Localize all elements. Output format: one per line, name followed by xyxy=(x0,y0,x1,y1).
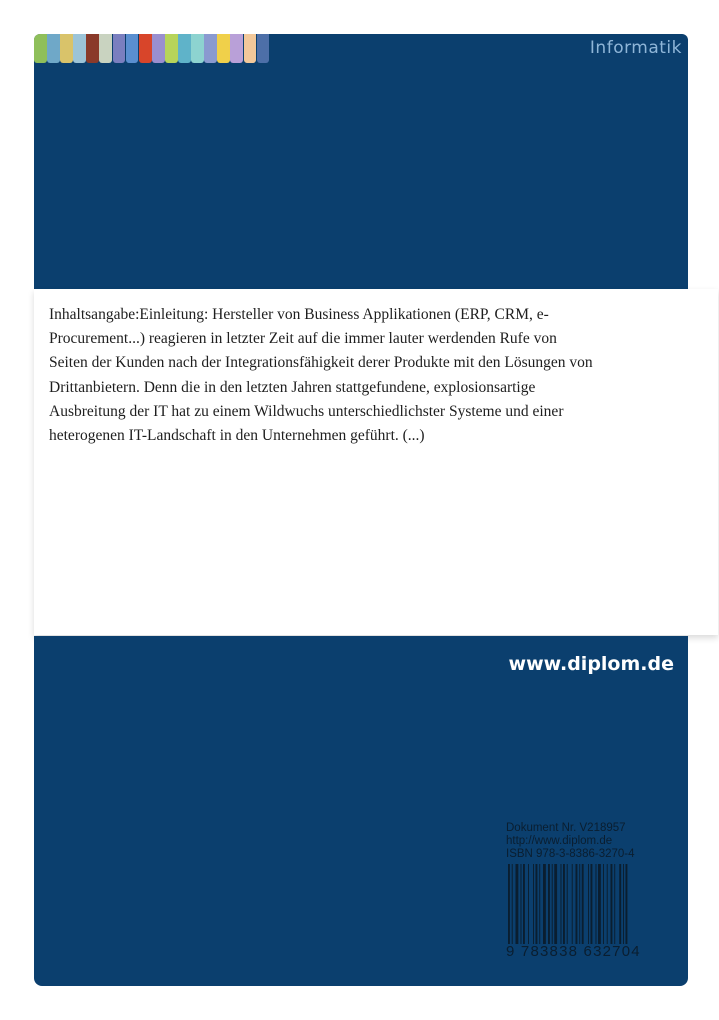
barcode-icon xyxy=(506,864,674,952)
color-stripe xyxy=(47,34,60,63)
cover-bottom-panel xyxy=(34,636,688,986)
isbn: ISBN 978-3-8386-3270-4 xyxy=(506,848,635,860)
document-number: Dokument Nr. V218957 xyxy=(506,822,626,834)
cover-top-panel xyxy=(34,34,688,289)
blurb-panel xyxy=(34,289,718,635)
color-stripe xyxy=(257,34,270,63)
color-stripe xyxy=(217,34,230,63)
website-link[interactable]: www.diplom.de xyxy=(508,653,674,675)
series-label: Informatik xyxy=(589,38,682,58)
color-stripe xyxy=(99,34,112,63)
document-url[interactable]: http://www.diplom.de xyxy=(506,835,613,847)
barcode-digits: 9 783838 632704 xyxy=(506,943,641,960)
color-stripe xyxy=(113,34,126,63)
color-stripe xyxy=(178,34,191,63)
document-info xyxy=(506,822,676,861)
color-stripe xyxy=(139,34,152,63)
color-stripe xyxy=(244,34,257,63)
color-stripe xyxy=(73,34,86,63)
color-stripe xyxy=(204,34,217,63)
color-stripe xyxy=(230,34,243,63)
color-stripe xyxy=(34,34,47,63)
color-stripe xyxy=(86,34,99,63)
color-stripe xyxy=(60,34,73,63)
color-stripe xyxy=(191,34,204,63)
color-stripe xyxy=(126,34,139,63)
color-stripe xyxy=(165,34,178,63)
blurb-text: Inhaltsangabe:Einleitung: Hersteller von Business Applikationen (ERP, CRM, e-Procurement...) reagieren in letzter Zeit auf die immer lauter werdenden Rufe von Seiten der Kunden nach der Integrationsfähigkeit derer Produkte mit den Lösungen von Drittanbietern. Denn die in den letzten Jahren stattgefundene, explosionsartige Ausbreitung der IT hat zu einem Wildwuchs unterschiedlichster Systeme und einer heterogenen IT-Landschaft in den Unternehmen geführt. (...) xyxy=(49,306,593,445)
color-stripe xyxy=(152,34,165,63)
color-stripes xyxy=(34,34,270,63)
